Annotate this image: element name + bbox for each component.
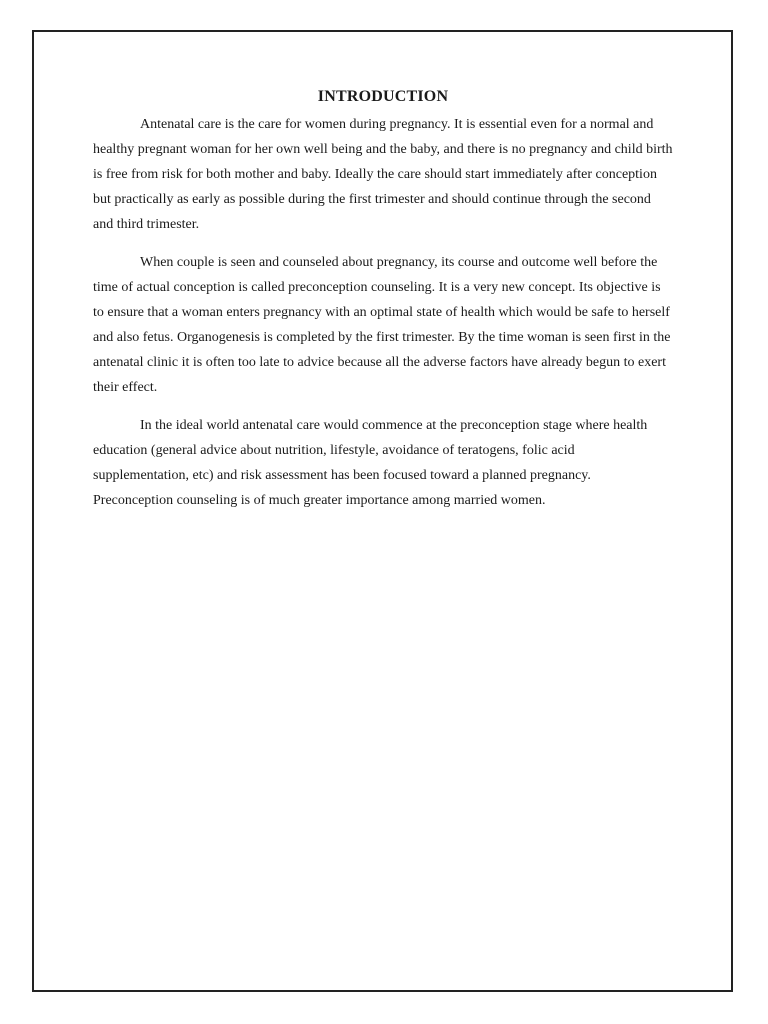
page-title: INTRODUCTION — [317, 88, 449, 105]
paragraph-2: When couple is seen and counseled about pregnancy, its course and outcome well before the time of actual conception is called preconception counseling. It is a very new concept. Its objective is to ensure that a woman enters pregnancy with an optimal state of health which would be safe to herself and also fetus. Organogenesis is completed by the first trimester. By the time woman is seen first in the antenatal clinic it is often too late to advice because all the adverse factors have already begun to exert their effect. — [93, 255, 671, 395]
paragraph-3: In the ideal world antenatal care would commence at the preconception stage where health education (general advice about nutrition, lifestyle, avoidance of teratogens, folic acid supplementation, etc) and risk assessment has been focused toward a planned pregnancy. Preconception counseling is of much greater importance among married women. — [93, 418, 648, 508]
paragraph-1: Antenatal care is the care for women during pregnancy. It is essential even for a normal and healthy pregnant woman for her own well being and the baby, and there is no pregnancy and child birth is free from risk for both mother and baby. Ideally the care should start immediately after conception but practically as early as possible during the first trimester and should continue through the second and third trimester. — [93, 117, 673, 232]
document-body — [93, 86, 673, 526]
